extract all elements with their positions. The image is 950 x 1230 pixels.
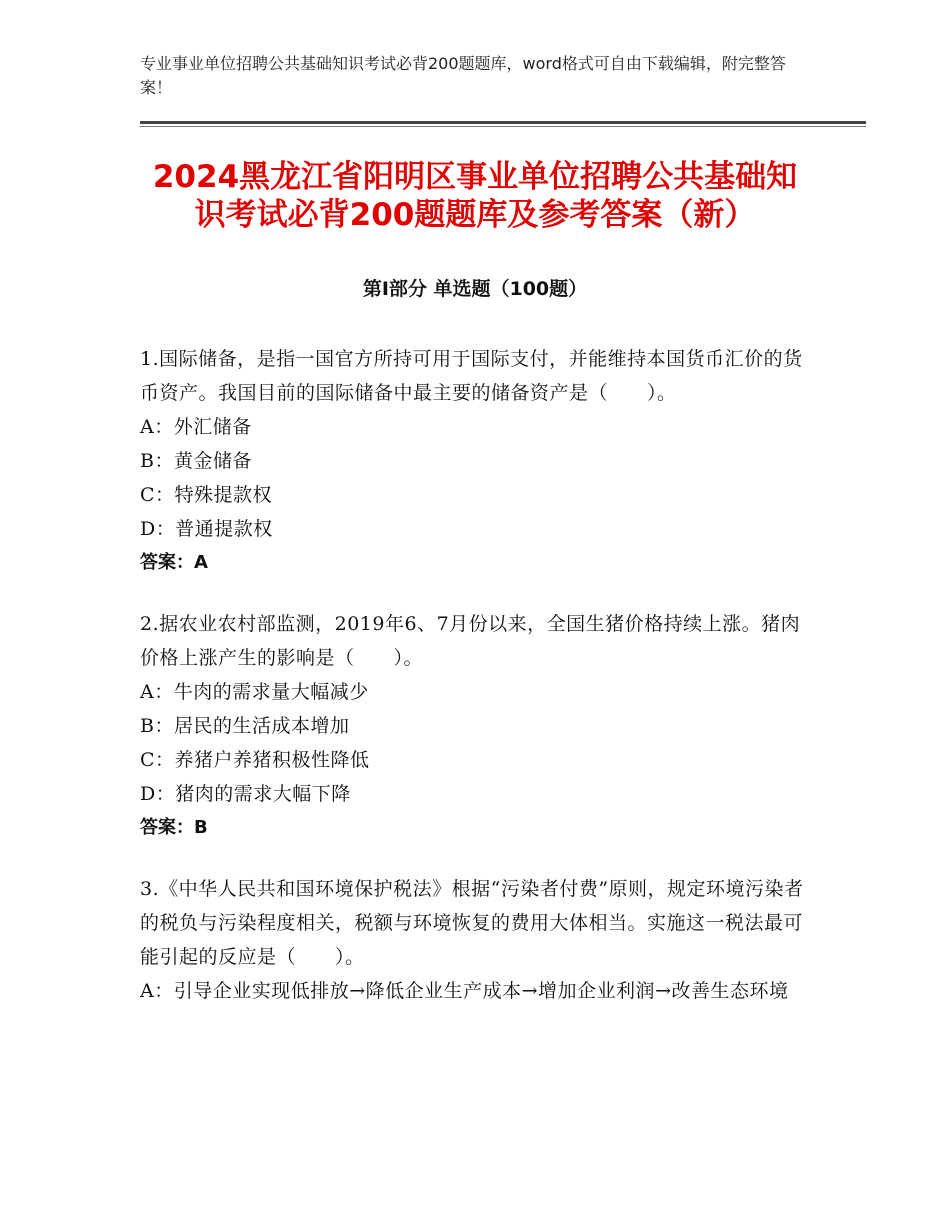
header-note: 专业事业单位招聘公共基础知识考试必背200题题库，word格式可自由下载编辑，附完整答案！: [140, 54, 786, 97]
question-stem: 1.国际储备，是指一国官方所持可用于国际支付，并能维持本国货币汇价的货币资产。我国目前的国际储备中最主要的储备资产是（ ）。: [140, 348, 803, 404]
option-c: C：养猪户养猪积极性降低: [140, 749, 370, 771]
option-a: A：牛肉的需求量大幅减少: [140, 681, 369, 703]
header-rule-thin: [140, 126, 866, 127]
option-d: D：猪肉的需求大幅下降: [140, 783, 351, 805]
question-stem: 3.《中华人民共和国环境保护税法》根据“污染者付费”原则，规定环境污染者的税负与污染程度相关，税额与环境恢复的费用大体相当。实施这一税法最可能引起的反应是（ ）。: [140, 878, 804, 968]
answer: 答案：A: [140, 552, 208, 573]
option-b: B：黄金储备: [140, 450, 252, 472]
section-heading: 第Ⅰ部分 单选题（100题）: [362, 278, 588, 300]
header-rule-thick: [140, 121, 866, 124]
question-list: [140, 342, 810, 1035]
option-a: A：引导企业实现低排放→降低企业生产成本→增加企业利润→改善生态环境: [140, 980, 789, 1002]
question-3: [140, 872, 810, 1008]
option-c: C：特殊提款权: [140, 484, 273, 506]
document-title: 2024黑龙江省阳明区事业单位招聘公共基础知识考试必背200题题库及参考答案（新）: [152, 159, 798, 233]
question-2: [140, 607, 810, 845]
question-1: [140, 342, 810, 580]
answer: 答案：B: [140, 817, 208, 838]
question-stem: 2.据农业农村部监测，2019年6、7月份以来，全国生猪价格持续上涨。猪肉价格上涨产生的影响是（ ）。: [140, 613, 801, 669]
option-b: B：居民的生活成本增加: [140, 715, 350, 737]
option-a: A：外汇储备: [140, 416, 252, 438]
option-d: D：普通提款权: [140, 518, 273, 540]
